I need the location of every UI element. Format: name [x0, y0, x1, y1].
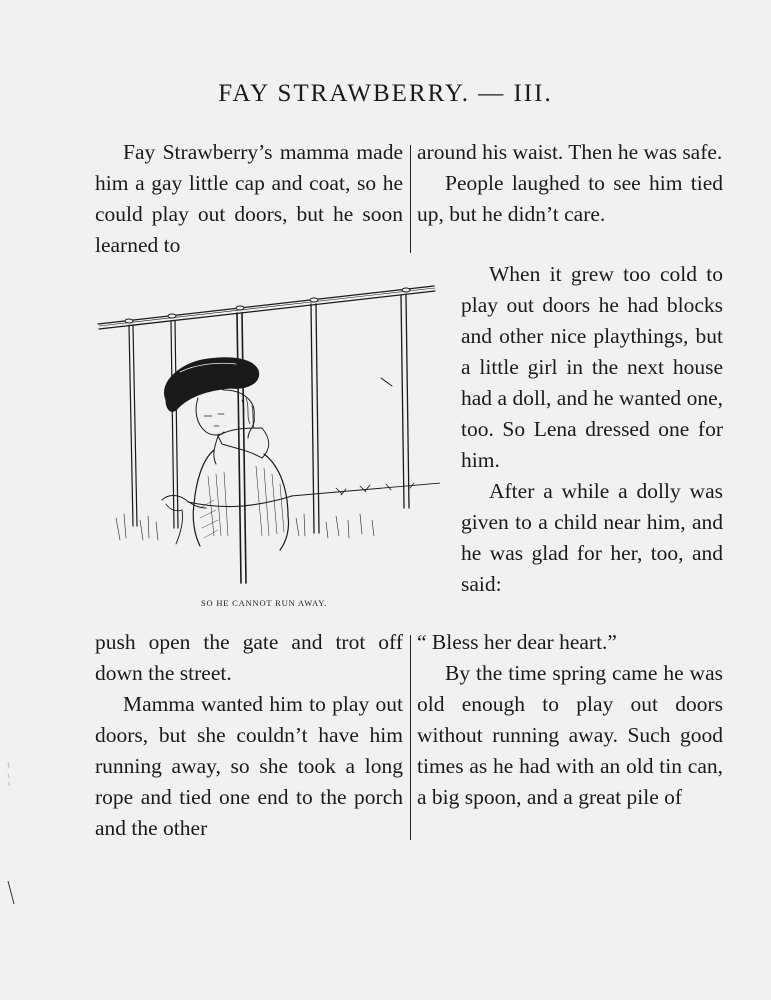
paragraph: When it grew too cold to play out doors he had blocks and other nice playthings, but a little girl in the next house had a doll, and he wanted one, too. So Lena dressed one for him.: [461, 262, 723, 472]
top-right-column: [417, 137, 723, 230]
top-left-column: [95, 137, 403, 261]
child-behind-fence-illustration: [96, 278, 440, 588]
column-divider: [410, 635, 411, 840]
page-title: FAY STRAWBERRY. — III.: [218, 80, 553, 107]
bottom-right-column: [417, 627, 723, 813]
bottom-left-column: [95, 627, 403, 844]
paragraph: Mamma wanted him to play out doors, but she couldn’t have him running away, so she took a long rope and tied one end to the porch and the other: [95, 692, 403, 840]
paragraph: People laughed to see him tied up, but he didn’t care.: [417, 171, 723, 226]
right-column-beside-illustration: [461, 259, 723, 600]
paragraph: around his waist. Then he was safe.: [417, 140, 723, 164]
illustration-caption: SO HE CANNOT RUN AWAY.: [200, 598, 328, 608]
paragraph: By the time spring came he was old enough to play out doors without running away. Such good times as he had with an old tin can, a big spoon, and a great pile of: [417, 661, 723, 809]
column-divider: [410, 145, 411, 253]
paragraph: Fay Strawberry’s mamma made him a gay little cap and coat, so he could play out doors, but he soon learned to: [95, 140, 403, 257]
paragraph: push open the gate and trot off down the street.: [95, 630, 403, 685]
paper-speck: [6, 880, 16, 906]
paragraph: “ Bless her dear heart.”: [417, 630, 617, 654]
paper-speck: [7, 760, 10, 790]
paragraph: After a while a dolly was given to a child near him, and he was glad for her, too, and said:: [461, 479, 723, 596]
